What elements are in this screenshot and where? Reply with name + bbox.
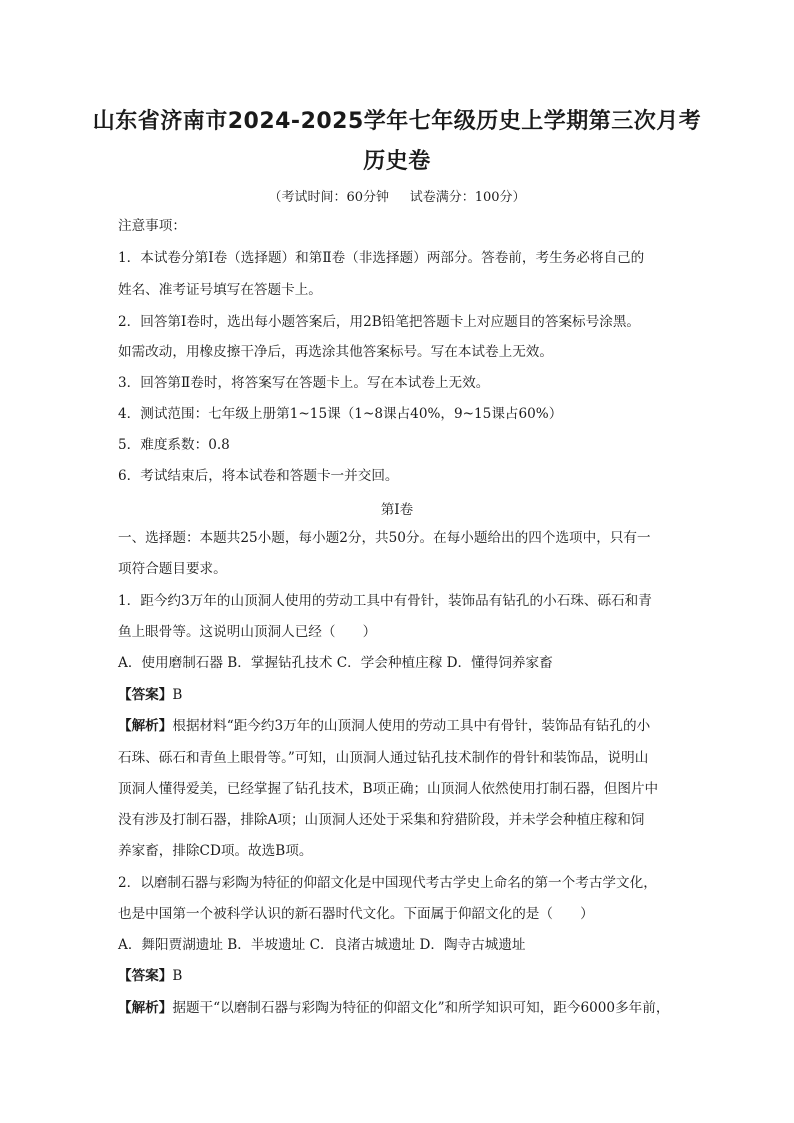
section-intro: 一、选择题：本题共25小题，每小题2分，共50分。在每小题给出的四个选项中，只有一 xyxy=(118,530,651,546)
analysis-text: 石珠、砾石和青鱼上眼骨等。”可知，山顶洞人通过钻孔技术制作的骨针和装饰品，说明山 xyxy=(118,750,649,766)
question-options: A．使用磨制石器 B．掌握钻孔技术 C．学会种植庄稼 D．懂得饲养家畜 xyxy=(118,655,553,671)
analysis-text: 顶洞人懂得爱美，已经掌握了钻孔技术，B项正确；山顶洞人依然使用打制石器，但图片中 xyxy=(118,781,659,797)
notice-line: 1．本试卷分第Ⅰ卷（选择题）和第Ⅱ卷（非选择题）两部分。答卷前，考生务必将自己的 xyxy=(118,250,645,266)
answer-value: B xyxy=(172,968,183,984)
analysis-text: 根据材料“距今约3万年的山顶洞人使用的劳动工具中有骨针，装饰品有钻孔的小 xyxy=(172,718,651,734)
analysis-text: 养家畜，排除CD项。故选B项。 xyxy=(118,843,313,859)
question-stem: 也是中国第一个被科学认识的新石器时代文化。下面属于仰韶文化的是（ ） xyxy=(118,906,594,922)
exam-title: 山东省济南市2024-2025学年七年级历史上学期第三次月考 xyxy=(92,109,702,134)
notice-line: 3．回答第Ⅱ卷时，将答案写在答题卡上。写在本试卷上无效。 xyxy=(118,375,490,391)
notice-line: 6．考试结束后，将本试卷和答题卡一并交回。 xyxy=(118,468,399,484)
notice-line: 4．测试范围：七年级上册第1~15课（1~8课占40%，9~15课占60%） xyxy=(118,406,563,422)
answer-label: 【答案】 xyxy=(118,968,173,984)
analysis-line xyxy=(118,999,669,1017)
notice-heading: 注意事项： xyxy=(118,218,186,234)
analysis-label: 【解析】 xyxy=(118,718,173,734)
notice-line: 如需改动，用橡皮擦干净后，再选涂其他答案标号。写在本试卷上无效。 xyxy=(118,344,553,360)
analysis-text: 据题干“以磨制石器与彩陶为特征的仰韶文化”和所学知识可知，距今6000多年前， xyxy=(172,1000,670,1016)
exam-meta: （考试时间：60分钟 试卷满分：100分） xyxy=(268,190,526,205)
answer-label: 【答案】 xyxy=(118,687,173,703)
analysis-text: 没有涉及打制石器，排除A项；山顶洞人还处于采集和狩猎阶段，并未学会种植庄稼和饲 xyxy=(118,812,645,828)
analysis-line xyxy=(118,717,650,735)
section-intro: 项符合题目要求。 xyxy=(118,561,227,577)
question-stem: 1．距今约3万年的山顶洞人使用的劳动工具中有骨针，装饰品有钻孔的小石珠、砾石和青 xyxy=(118,593,652,609)
answer-line xyxy=(118,686,182,704)
exam-subtitle: 历史卷 xyxy=(363,149,431,174)
answer-line xyxy=(118,967,182,985)
question-stem: 鱼上眼骨等。这说明山顶洞人已经（ ） xyxy=(118,624,377,640)
notice-line: 姓名、准考证号填写在答题卡上。 xyxy=(118,282,322,298)
answer-value: B xyxy=(172,687,183,703)
notice-line: 2．回答第Ⅰ卷时，选出每小题答案后，用2B铅笔把答题卡上对应题目的答案标号涂黑。 xyxy=(118,314,641,330)
question-options: A．舞阳贾湖遗址 B．半坡遗址 C．良渚古城遗址 D．陶寺古城遗址 xyxy=(118,937,526,953)
section-title: 第Ⅰ卷 xyxy=(380,502,414,518)
question-stem: 2．以磨制石器与彩陶为特征的仰韶文化是中国现代考古学史上命名的第一个考古学文化， xyxy=(118,875,657,891)
analysis-label: 【解析】 xyxy=(118,1000,173,1016)
notice-line: 5．难度系数：0.8 xyxy=(118,437,230,453)
